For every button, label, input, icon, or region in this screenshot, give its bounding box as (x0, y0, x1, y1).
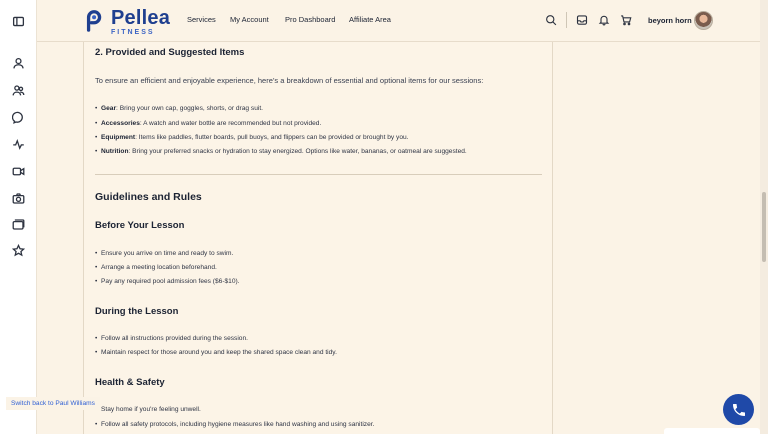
during-lesson-title: During the Lesson (95, 306, 179, 317)
list-item: • Stay home if you're feeling unwell. (101, 406, 201, 413)
left-sidebar (0, 0, 37, 434)
list-item-equipment (101, 134, 409, 141)
list-item: • Follow all safety protocols, including hygiene measures like hand washing and using sanitizer. (101, 421, 374, 428)
list-item: • Maintain respect for those around you and keep the shared space clean and tidy. (101, 349, 337, 356)
logo-name: Pellea (111, 7, 171, 29)
camera-icon[interactable] (11, 191, 25, 205)
username[interactable]: beyorn horn (648, 16, 692, 25)
header-divider (566, 12, 567, 28)
top-header (37, 0, 760, 42)
section-intro: To ensure an efficient and enjoyable experience, here’s a breakdown of essential and optional items for our sessions: (95, 76, 484, 85)
item-text: : A watch and water bottle are recommended but not provided. (139, 120, 322, 127)
chat-panel-edge (664, 428, 760, 434)
nav-affiliate-area[interactable]: Affiliate Area (349, 15, 391, 24)
list-item-nutrition (101, 148, 467, 155)
nav-my-account[interactable]: My Account (230, 15, 269, 24)
video-icon[interactable] (11, 164, 25, 178)
item-label: Gear (101, 105, 117, 112)
list-item: • Pay any required pool admission fees ($6-$10). (101, 278, 240, 285)
item-text: : Bring your own cap, goggles, shorts, or drag suit. (116, 105, 263, 112)
user-icon[interactable] (11, 56, 25, 70)
logo-subtitle: FITNESS (111, 29, 155, 36)
item-text: : Bring your preferred snacks or hydration to stay energized. Options like water, bananas, or oatmeal are suggested. (128, 148, 467, 155)
list-item-gear (101, 105, 263, 112)
inbox-icon[interactable] (576, 13, 589, 26)
list-item: • Arrange a meeting location beforehand. (101, 264, 217, 271)
avatar[interactable] (694, 11, 713, 30)
item-label: Nutrition (101, 148, 129, 155)
bell-icon[interactable] (598, 13, 611, 26)
list-item-accessories (101, 120, 321, 127)
scrollbar-thumb[interactable] (762, 192, 766, 262)
activity-icon[interactable] (11, 137, 25, 151)
item-text: : Items like paddles, flutter boards, pull buoys, and flippers can be provided or brought by you. (135, 134, 409, 141)
call-button[interactable] (723, 394, 754, 425)
nav-pro-dashboard[interactable]: Pro Dashboard (285, 15, 336, 24)
brand-logo[interactable] (84, 8, 170, 36)
guidelines-title: Guidelines and Rules (95, 191, 202, 203)
chat-icon[interactable] (11, 110, 25, 124)
item-label: Equipment (101, 134, 136, 141)
users-icon[interactable] (11, 83, 25, 97)
health-safety-title: Health & Safety (95, 377, 165, 388)
list-item: • Ensure you arrive on time and ready to swim. (101, 250, 233, 257)
list-item: • Follow all instructions provided during the session. (101, 335, 248, 342)
phone-icon (731, 402, 747, 418)
cards-icon[interactable] (11, 217, 25, 231)
nav-services[interactable]: Services (187, 15, 216, 24)
switch-back-link[interactable]: Switch back to Paul Williams (6, 397, 100, 410)
search-icon[interactable] (545, 13, 558, 26)
section-divider (95, 174, 542, 175)
section-title-provided-items: 2. Provided and Suggested Items (95, 47, 245, 58)
before-lesson-title: Before Your Lesson (95, 220, 185, 231)
sidebar-toggle-icon[interactable] (11, 14, 25, 28)
star-icon[interactable] (11, 243, 25, 257)
logo-mark-icon (84, 8, 106, 32)
item-label: Accessories (101, 120, 140, 127)
cart-icon[interactable] (620, 13, 633, 26)
content-card (83, 42, 553, 434)
